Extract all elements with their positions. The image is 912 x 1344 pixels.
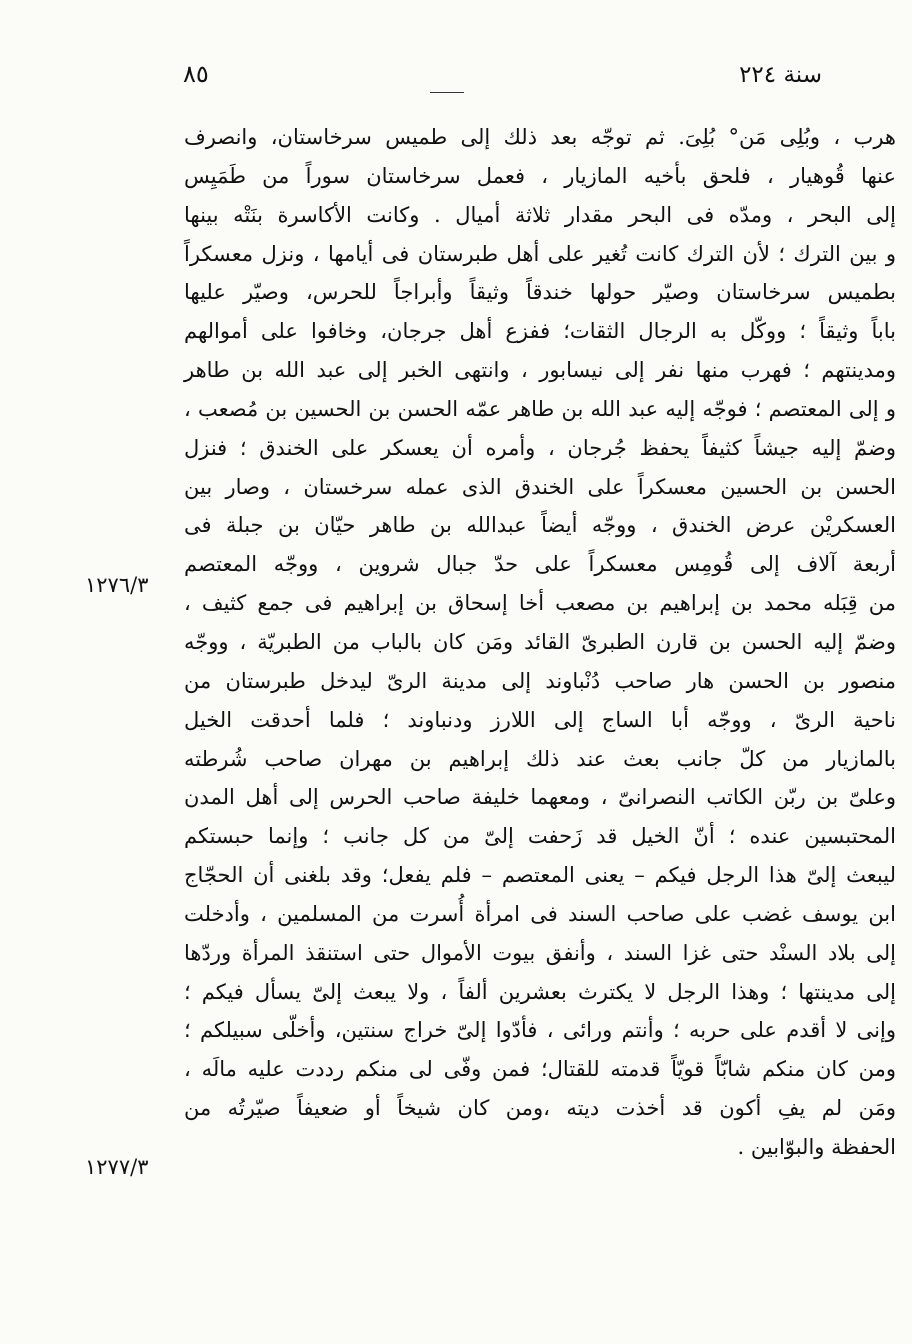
text-line: هرب ، وبُلِى مَن° بُلِىَ. ثم توجّه بعد ذلك إلى طميس سرخاستان، وانصرف	[184, 125, 896, 149]
text-line: من قِبَله محمد بن إبراهيم بن مصعب أخا إسحاق بن إبراهيم فى جمع كثيف ،	[184, 591, 896, 616]
text-line: ابن يوسف غضب على صاحب السند فى امرأة أُسرت من المسلمين ، وأدخلت	[184, 901, 896, 926]
text-line: إلى مدينتها ؛ وهذا الرجل لا يكترث بعشرين ألفاً ، ولا يبعث إلىّ يسأل فيكم ؛	[184, 979, 896, 1004]
text-line: إلى بلاد السنْد حتى غزا السند ، وأنفق بيوت الأموال حتى استنقذ المرأة وردّها	[184, 940, 896, 965]
text-line: ليبعث إلىّ هذا الرجل فيكم – يعنى المعتصم – فلم يفعل؛ وقد بلغنى أن الحجّاج	[184, 863, 896, 888]
text-line: المحتبسين عنده ؛ أنّ الخيل قد زَحفت إلىّ من كل جانب ؛ وإنما حبستكم	[184, 824, 896, 849]
text-line: أربعة آلاف إلى قُومِس معسكراً على حدّ جبال شروين ، ووجّه المعتصم	[184, 552, 896, 577]
text-line: ومدينتهم ؛ فهرب منها نفر إلى نيسابور ، وانتهى الخبر إلى عبد الله بن طاهر	[184, 358, 896, 383]
text-line: العسكريْن عرض الخندق ، ووجّه أيضاً عبدالله بن طاهر حيّان بن جبلة فى	[184, 513, 896, 538]
margin-note-volume-page: ١٢٧٧/٣	[85, 1155, 149, 1179]
text-line: و بين الترك ؛ لأن الترك كانت تُغير على أهل طبرستان فى أيامها ، ونزل معسكراً	[184, 241, 896, 266]
text-line: و إلى المعتصم ؛ فوجّه إليه عبد الله بن طاهر عمّه الحسن بن الحسين بن مُصعب ،	[184, 396, 896, 421]
margin-note-volume-page: ١٢٧٦/٣	[85, 573, 149, 597]
text-line: عنها قُوهيار ، فلحق بأخيه المازيار ، فعمل سرخاستان سوراً من طَمَيِس	[184, 163, 896, 188]
text-line: وعلىّ بن ربّن الكاتب النصرانىّ ، ومعهما خليفة صاحب الحرس إلى أهل المدن	[184, 785, 896, 810]
text-line: وضمّ إليه الحسن بن قارن الطبرىّ القائد ومَن كان بالباب من الطبريّة ، ووجّه	[184, 629, 896, 654]
text-line: وإنى لا أقدم على حربه ؛ وأنتم ورائى ، فأدّوا إلىّ خراج سنتين، وأخلّى سبيلكم ؛	[184, 1018, 896, 1043]
text-line: الحسن بن الحسين معسكراً على الخندق الذى عمله سرخستان ، وصار بين	[184, 474, 896, 499]
text-line: ناحية الرىّ ، ووجّه أبا الساج إلى اللارز ودنباوند ؛ فلما أحدقت الخيل	[184, 707, 896, 732]
text-line: بالمازيار من كلّ جانب بعث عند ذلك إبراهيم بن مهران صاحب شُرطته	[184, 746, 896, 771]
running-head-year: سنة ٢٢٤	[739, 62, 822, 88]
text-line: باباً وثيقاً ؛ ووكّل به الرجال الثقات؛ ففزع أهل جرجان، وخافوا على أموالهم	[184, 319, 896, 344]
text-line: إلى البحر ، ومدّه فى البحر مقدار ثلاثة أميال . وكانت الأكاسرة بنَتْه بينها	[184, 202, 896, 227]
text-line: بطميس سرخاستان وصيّر حولها خندقاً وثيقاً وأبراجاً للحرس، وصيّر عليها	[184, 280, 896, 305]
header-ornament-rule	[430, 92, 464, 93]
page-number: ٨٥	[183, 60, 209, 88]
text-line: ومَن لم يفِ أكون قد أخذت ديته ،ومن كان شيخاً أو ضعيفاً صيّرتُه من	[184, 1096, 896, 1121]
text-line: وضمّ إليه جيشاً كثيفاً يحفظ جُرجان ، وأمره أن يعسكر على الخندق ؛ فنزل	[184, 435, 896, 460]
text-line: ومن كان منكم شابّاً قويّاً قدمته للقتال؛ فمن وفّى لى منكم رددت عليه مالَه ،	[184, 1057, 896, 1082]
text-line: الحفظة والبوّابين .	[737, 1134, 896, 1159]
text-line: منصور بن الحسن هار صاحب دُنْباوند إلى مدينة الرىّ ليدخل طبرستان من	[184, 668, 896, 693]
body-text	[184, 118, 896, 1167]
